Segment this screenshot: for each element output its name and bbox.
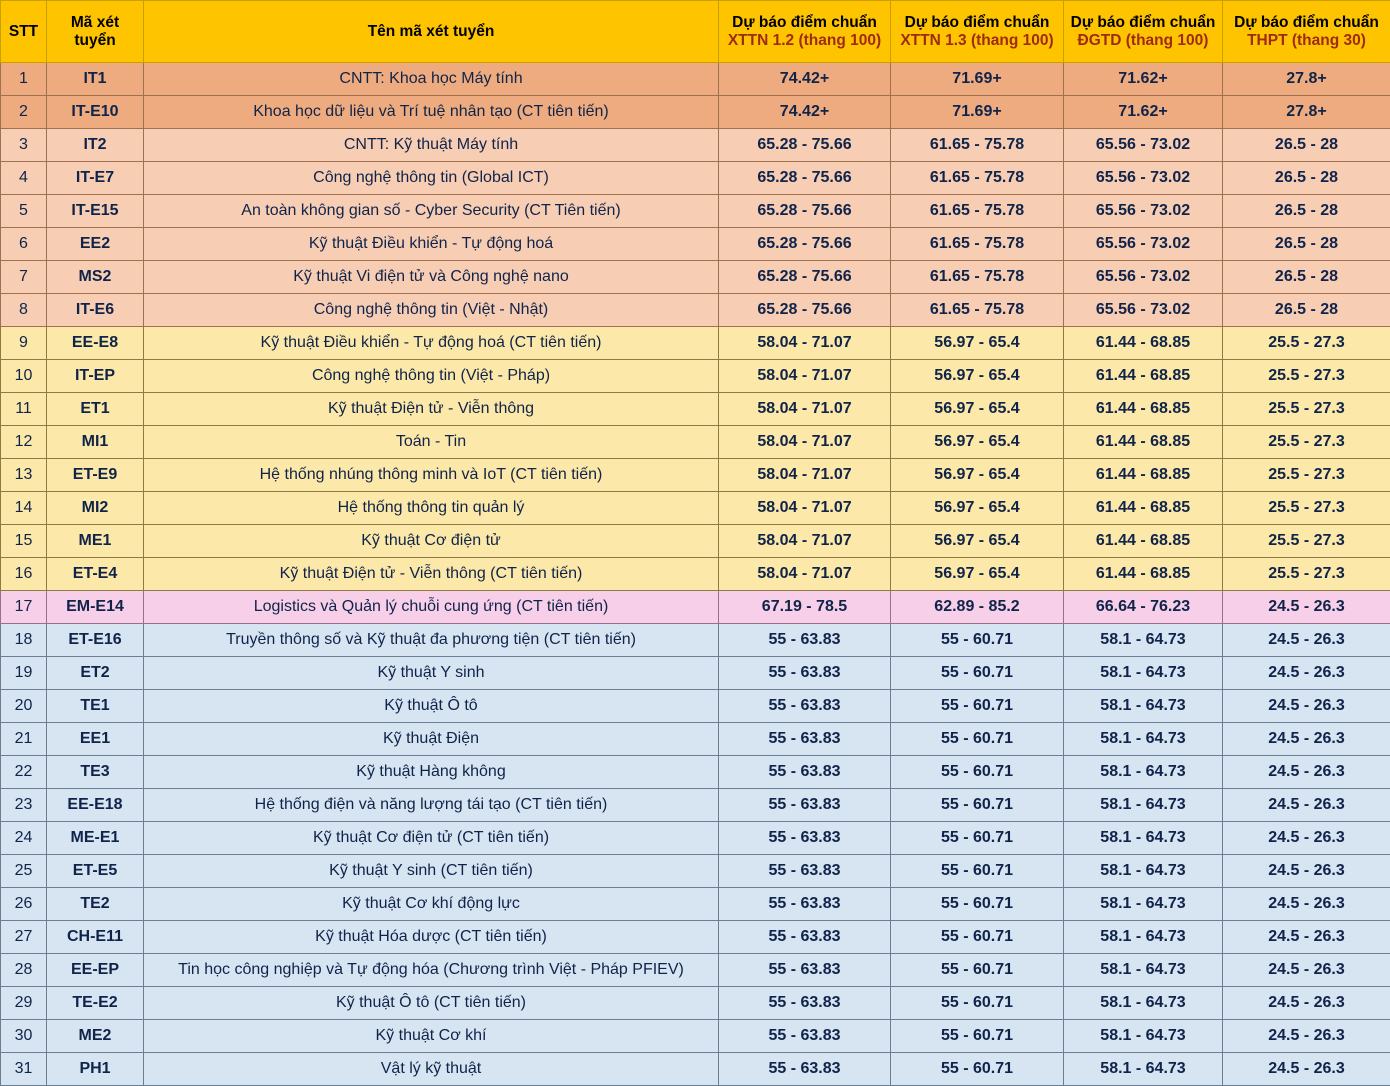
cell-score-xttn12: 58.04 - 71.07 bbox=[719, 426, 891, 459]
table-row bbox=[1, 261, 1390, 294]
table-row bbox=[1, 294, 1390, 327]
cell-score-thpt: 24.5 - 26.3 bbox=[1223, 756, 1390, 789]
cell-score-thpt: 25.5 - 27.3 bbox=[1223, 393, 1390, 426]
cell-score-thpt: 26.5 - 28 bbox=[1223, 129, 1390, 162]
cell-admission-code: PH1 bbox=[47, 1053, 144, 1086]
cell-score-dgtd: 61.44 - 68.85 bbox=[1064, 492, 1223, 525]
cell-program-name: Hệ thống nhúng thông minh và IoT (CT tiên tiến) bbox=[144, 459, 719, 492]
cell-score-xttn12: 58.04 - 71.07 bbox=[719, 459, 891, 492]
cell-stt: 17 bbox=[1, 591, 47, 624]
cell-admission-code: EE-E18 bbox=[47, 789, 144, 822]
cell-score-xttn12: 58.04 - 71.07 bbox=[719, 492, 891, 525]
cell-score-xttn12: 58.04 - 71.07 bbox=[719, 360, 891, 393]
cell-stt: 24 bbox=[1, 822, 47, 855]
column-header-thpt-sublabel: THPT (thang 30) bbox=[1247, 31, 1366, 49]
cell-score-dgtd: 58.1 - 64.73 bbox=[1064, 921, 1223, 954]
cell-score-thpt: 24.5 - 26.3 bbox=[1223, 855, 1390, 888]
cell-score-thpt: 24.5 - 26.3 bbox=[1223, 1020, 1390, 1053]
cell-score-dgtd: 58.1 - 64.73 bbox=[1064, 723, 1223, 756]
cell-score-thpt: 24.5 - 26.3 bbox=[1223, 591, 1390, 624]
cell-score-thpt: 25.5 - 27.3 bbox=[1223, 327, 1390, 360]
cell-score-thpt: 26.5 - 28 bbox=[1223, 261, 1390, 294]
cell-score-dgtd: 61.44 - 68.85 bbox=[1064, 525, 1223, 558]
cell-score-xttn13: 55 - 60.71 bbox=[891, 954, 1064, 987]
cell-score-dgtd: 58.1 - 64.73 bbox=[1064, 822, 1223, 855]
cell-stt: 23 bbox=[1, 789, 47, 822]
cell-score-dgtd: 58.1 - 64.73 bbox=[1064, 690, 1223, 723]
cell-score-xttn13: 61.65 - 75.78 bbox=[891, 129, 1064, 162]
cell-score-thpt: 26.5 - 28 bbox=[1223, 294, 1390, 327]
cell-program-name: Kỹ thuật Hàng không bbox=[144, 756, 719, 789]
cell-score-xttn12: 65.28 - 75.66 bbox=[719, 261, 891, 294]
cell-score-xttn13: 55 - 60.71 bbox=[891, 921, 1064, 954]
cell-score-xttn12: 67.19 - 78.5 bbox=[719, 591, 891, 624]
cell-score-xttn12: 55 - 63.83 bbox=[719, 756, 891, 789]
table-body bbox=[1, 63, 1390, 1086]
table-row bbox=[1, 96, 1390, 129]
cell-score-xttn12: 65.28 - 75.66 bbox=[719, 195, 891, 228]
cell-score-xttn12: 55 - 63.83 bbox=[719, 1020, 891, 1053]
column-header-xttn13-label: Dự báo điểm chuẩn bbox=[904, 13, 1050, 31]
cell-program-name: Hệ thống thông tin quản lý bbox=[144, 492, 719, 525]
cell-score-xttn13: 55 - 60.71 bbox=[891, 1053, 1064, 1086]
cell-program-name: Kỹ thuật Vi điện tử và Công nghệ nano bbox=[144, 261, 719, 294]
cell-stt: 29 bbox=[1, 987, 47, 1020]
cell-score-xttn13: 71.69+ bbox=[891, 96, 1064, 129]
cell-admission-code: CH-E11 bbox=[47, 921, 144, 954]
cell-admission-code: IT-E7 bbox=[47, 162, 144, 195]
cell-program-name: Vật lý kỹ thuật bbox=[144, 1053, 719, 1086]
cell-admission-code: IT-E10 bbox=[47, 96, 144, 129]
cell-admission-code: ET-E4 bbox=[47, 558, 144, 591]
cell-score-thpt: 24.5 - 26.3 bbox=[1223, 954, 1390, 987]
cell-score-xttn13: 61.65 - 75.78 bbox=[891, 261, 1064, 294]
column-header-name-label: Tên mã xét tuyển bbox=[367, 22, 495, 40]
cell-score-dgtd: 65.56 - 73.02 bbox=[1064, 228, 1223, 261]
cell-score-dgtd: 58.1 - 64.73 bbox=[1064, 789, 1223, 822]
cell-admission-code: ME2 bbox=[47, 1020, 144, 1053]
cell-stt: 11 bbox=[1, 393, 47, 426]
table-row bbox=[1, 459, 1390, 492]
cell-score-xttn12: 55 - 63.83 bbox=[719, 1053, 891, 1086]
table-row bbox=[1, 1053, 1390, 1086]
cell-score-dgtd: 58.1 - 64.73 bbox=[1064, 624, 1223, 657]
table-row bbox=[1, 426, 1390, 459]
cell-score-thpt: 24.5 - 26.3 bbox=[1223, 723, 1390, 756]
column-header-dgtd bbox=[1064, 1, 1223, 63]
cell-score-xttn12: 58.04 - 71.07 bbox=[719, 327, 891, 360]
cell-program-name: Kỹ thuật Điện bbox=[144, 723, 719, 756]
cell-score-xttn13: 62.89 - 85.2 bbox=[891, 591, 1064, 624]
cell-score-xttn13: 55 - 60.71 bbox=[891, 1020, 1064, 1053]
cell-program-name: Kỹ thuật Cơ điện tử bbox=[144, 525, 719, 558]
cell-program-name: Công nghệ thông tin (Global ICT) bbox=[144, 162, 719, 195]
cell-stt: 14 bbox=[1, 492, 47, 525]
cell-admission-code: MI2 bbox=[47, 492, 144, 525]
cell-score-dgtd: 58.1 - 64.73 bbox=[1064, 954, 1223, 987]
cell-admission-code: TE1 bbox=[47, 690, 144, 723]
cell-score-dgtd: 65.56 - 73.02 bbox=[1064, 195, 1223, 228]
cell-program-name: Kỹ thuật Điện tử - Viễn thông bbox=[144, 393, 719, 426]
cell-admission-code: EM-E14 bbox=[47, 591, 144, 624]
cell-admission-code: ME1 bbox=[47, 525, 144, 558]
cell-score-thpt: 26.5 - 28 bbox=[1223, 195, 1390, 228]
cell-score-xttn12: 74.42+ bbox=[719, 96, 891, 129]
cell-stt: 27 bbox=[1, 921, 47, 954]
cell-score-thpt: 27.8+ bbox=[1223, 96, 1390, 129]
cell-score-dgtd: 58.1 - 64.73 bbox=[1064, 987, 1223, 1020]
cell-program-name: Kỹ thuật Điều khiển - Tự động hoá bbox=[144, 228, 719, 261]
table-row bbox=[1, 360, 1390, 393]
cell-score-xttn13: 55 - 60.71 bbox=[891, 723, 1064, 756]
cell-score-xttn13: 55 - 60.71 bbox=[891, 822, 1064, 855]
cell-score-thpt: 24.5 - 26.3 bbox=[1223, 789, 1390, 822]
column-header-xttn13 bbox=[891, 1, 1064, 63]
cell-score-xttn13: 56.97 - 65.4 bbox=[891, 327, 1064, 360]
cell-stt: 31 bbox=[1, 1053, 47, 1086]
table-row bbox=[1, 723, 1390, 756]
cell-program-name: Công nghệ thông tin (Việt - Nhật) bbox=[144, 294, 719, 327]
cell-stt: 15 bbox=[1, 525, 47, 558]
cell-score-dgtd: 61.44 - 68.85 bbox=[1064, 426, 1223, 459]
table-row bbox=[1, 1020, 1390, 1053]
cell-score-xttn12: 58.04 - 71.07 bbox=[719, 558, 891, 591]
cell-score-xttn12: 58.04 - 71.07 bbox=[719, 393, 891, 426]
cell-admission-code: ET2 bbox=[47, 657, 144, 690]
cell-program-name: An toàn không gian số - Cyber Security (CT Tiên tiến) bbox=[144, 195, 719, 228]
cell-score-thpt: 24.5 - 26.3 bbox=[1223, 690, 1390, 723]
cell-admission-code: ME-E1 bbox=[47, 822, 144, 855]
cell-score-dgtd: 58.1 - 64.73 bbox=[1064, 756, 1223, 789]
table-row bbox=[1, 393, 1390, 426]
cell-admission-code: EE-E8 bbox=[47, 327, 144, 360]
cell-score-thpt: 25.5 - 27.3 bbox=[1223, 459, 1390, 492]
column-header-xttn13-sublabel: XTTN 1.3 (thang 100) bbox=[900, 31, 1054, 49]
cell-admission-code: IT-E15 bbox=[47, 195, 144, 228]
cell-score-xttn13: 56.97 - 65.4 bbox=[891, 525, 1064, 558]
cell-score-xttn12: 65.28 - 75.66 bbox=[719, 162, 891, 195]
table-row bbox=[1, 525, 1390, 558]
cell-stt: 9 bbox=[1, 327, 47, 360]
table-row bbox=[1, 162, 1390, 195]
table-row bbox=[1, 789, 1390, 822]
cell-program-name: Kỹ thuật Điều khiển - Tự động hoá (CT tiên tiến) bbox=[144, 327, 719, 360]
table-row bbox=[1, 558, 1390, 591]
cell-score-thpt: 24.5 - 26.3 bbox=[1223, 888, 1390, 921]
column-header-name bbox=[144, 1, 719, 63]
cell-score-dgtd: 61.44 - 68.85 bbox=[1064, 558, 1223, 591]
cell-score-xttn12: 55 - 63.83 bbox=[719, 624, 891, 657]
cell-score-xttn13: 55 - 60.71 bbox=[891, 624, 1064, 657]
table-row bbox=[1, 327, 1390, 360]
cell-stt: 19 bbox=[1, 657, 47, 690]
column-header-thpt-label: Dự báo điểm chuẩn bbox=[1234, 13, 1379, 31]
cell-stt: 12 bbox=[1, 426, 47, 459]
cell-score-xttn13: 61.65 - 75.78 bbox=[891, 294, 1064, 327]
table-row bbox=[1, 954, 1390, 987]
cell-program-name: Công nghệ thông tin (Việt - Pháp) bbox=[144, 360, 719, 393]
column-header-xttn12 bbox=[719, 1, 891, 63]
cell-stt: 26 bbox=[1, 888, 47, 921]
cell-score-xttn13: 55 - 60.71 bbox=[891, 855, 1064, 888]
cell-score-xttn13: 61.65 - 75.78 bbox=[891, 162, 1064, 195]
cell-score-xttn13: 56.97 - 65.4 bbox=[891, 459, 1064, 492]
cell-score-dgtd: 61.44 - 68.85 bbox=[1064, 393, 1223, 426]
cell-stt: 4 bbox=[1, 162, 47, 195]
cell-program-name: Kỹ thuật Cơ điện tử (CT tiên tiến) bbox=[144, 822, 719, 855]
cell-score-thpt: 25.5 - 27.3 bbox=[1223, 525, 1390, 558]
table-row bbox=[1, 822, 1390, 855]
cell-score-xttn12: 55 - 63.83 bbox=[719, 723, 891, 756]
cell-stt: 10 bbox=[1, 360, 47, 393]
cell-stt: 13 bbox=[1, 459, 47, 492]
cell-program-name: Khoa học dữ liệu và Trí tuệ nhân tạo (CT tiên tiến) bbox=[144, 96, 719, 129]
cell-stt: 7 bbox=[1, 261, 47, 294]
cell-score-dgtd: 58.1 - 64.73 bbox=[1064, 1053, 1223, 1086]
cell-admission-code: EE-EP bbox=[47, 954, 144, 987]
column-header-code-label: Mã xét tuyển bbox=[70, 13, 120, 49]
cell-admission-code: ET-E16 bbox=[47, 624, 144, 657]
cell-score-dgtd: 58.1 - 64.73 bbox=[1064, 855, 1223, 888]
cell-stt: 30 bbox=[1, 1020, 47, 1053]
cell-program-name: CNTT: Khoa học Máy tính bbox=[144, 63, 719, 96]
cell-admission-code: MS2 bbox=[47, 261, 144, 294]
cell-score-xttn13: 55 - 60.71 bbox=[891, 657, 1064, 690]
cell-score-xttn13: 56.97 - 65.4 bbox=[891, 492, 1064, 525]
cell-admission-code: ET1 bbox=[47, 393, 144, 426]
cell-score-thpt: 24.5 - 26.3 bbox=[1223, 822, 1390, 855]
column-header-thpt bbox=[1223, 1, 1390, 63]
cell-stt: 3 bbox=[1, 129, 47, 162]
table-row bbox=[1, 228, 1390, 261]
cell-score-xttn13: 56.97 - 65.4 bbox=[891, 393, 1064, 426]
cell-score-xttn13: 55 - 60.71 bbox=[891, 756, 1064, 789]
table-row bbox=[1, 195, 1390, 228]
cell-score-thpt: 24.5 - 26.3 bbox=[1223, 921, 1390, 954]
table-row bbox=[1, 591, 1390, 624]
cell-stt: 6 bbox=[1, 228, 47, 261]
cell-admission-code: EE2 bbox=[47, 228, 144, 261]
cell-score-xttn12: 55 - 63.83 bbox=[719, 822, 891, 855]
column-header-stt bbox=[1, 1, 47, 63]
cell-admission-code: ET-E5 bbox=[47, 855, 144, 888]
cell-stt: 5 bbox=[1, 195, 47, 228]
cell-score-xttn13: 71.69+ bbox=[891, 63, 1064, 96]
cell-score-xttn12: 74.42+ bbox=[719, 63, 891, 96]
cell-score-thpt: 25.5 - 27.3 bbox=[1223, 360, 1390, 393]
cell-score-xttn12: 55 - 63.83 bbox=[719, 690, 891, 723]
cell-score-dgtd: 58.1 - 64.73 bbox=[1064, 1020, 1223, 1053]
cell-admission-code: ET-E9 bbox=[47, 459, 144, 492]
table-row bbox=[1, 624, 1390, 657]
cell-stt: 1 bbox=[1, 63, 47, 96]
cell-score-dgtd: 71.62+ bbox=[1064, 63, 1223, 96]
cell-stt: 18 bbox=[1, 624, 47, 657]
cell-stt: 22 bbox=[1, 756, 47, 789]
cell-score-dgtd: 58.1 - 64.73 bbox=[1064, 657, 1223, 690]
cell-program-name: Kỹ thuật Y sinh (CT tiên tiến) bbox=[144, 855, 719, 888]
cell-program-name: Truyền thông số và Kỹ thuật đa phương tiện (CT tiên tiến) bbox=[144, 624, 719, 657]
cell-admission-code: IT1 bbox=[47, 63, 144, 96]
cell-score-thpt: 25.5 - 27.3 bbox=[1223, 426, 1390, 459]
cell-score-xttn12: 55 - 63.83 bbox=[719, 855, 891, 888]
cell-stt: 28 bbox=[1, 954, 47, 987]
table-row bbox=[1, 855, 1390, 888]
cell-score-thpt: 24.5 - 26.3 bbox=[1223, 657, 1390, 690]
cell-admission-code: TE2 bbox=[47, 888, 144, 921]
table-row bbox=[1, 492, 1390, 525]
table-row bbox=[1, 690, 1390, 723]
cell-program-name: Kỹ thuật Y sinh bbox=[144, 657, 719, 690]
cell-program-name: Kỹ thuật Điện tử - Viễn thông (CT tiên tiến) bbox=[144, 558, 719, 591]
table-row bbox=[1, 129, 1390, 162]
table-header bbox=[1, 1, 1390, 63]
cell-admission-code: IT-E6 bbox=[47, 294, 144, 327]
cell-score-xttn12: 55 - 63.83 bbox=[719, 888, 891, 921]
cell-program-name: Logistics và Quản lý chuỗi cung ứng (CT tiên tiến) bbox=[144, 591, 719, 624]
cell-stt: 25 bbox=[1, 855, 47, 888]
cell-admission-code: EE1 bbox=[47, 723, 144, 756]
cell-admission-code: IT2 bbox=[47, 129, 144, 162]
column-header-dgtd-sublabel: ĐGTD (thang 100) bbox=[1077, 31, 1209, 49]
cell-score-thpt: 25.5 - 27.3 bbox=[1223, 558, 1390, 591]
cell-program-name: Kỹ thuật Hóa dược (CT tiên tiến) bbox=[144, 921, 719, 954]
cell-score-dgtd: 65.56 - 73.02 bbox=[1064, 261, 1223, 294]
cell-score-thpt: 24.5 - 26.3 bbox=[1223, 987, 1390, 1020]
cell-program-name: Kỹ thuật Cơ khí động lực bbox=[144, 888, 719, 921]
cell-score-dgtd: 61.44 - 68.85 bbox=[1064, 459, 1223, 492]
cell-score-xttn13: 56.97 - 65.4 bbox=[891, 426, 1064, 459]
cell-admission-code: TE-E2 bbox=[47, 987, 144, 1020]
cell-program-name: Kỹ thuật Ô tô bbox=[144, 690, 719, 723]
table-row bbox=[1, 657, 1390, 690]
cell-score-xttn12: 55 - 63.83 bbox=[719, 987, 891, 1020]
cell-score-xttn13: 55 - 60.71 bbox=[891, 888, 1064, 921]
cell-score-dgtd: 58.1 - 64.73 bbox=[1064, 888, 1223, 921]
cell-score-thpt: 26.5 - 28 bbox=[1223, 162, 1390, 195]
cell-score-xttn13: 55 - 60.71 bbox=[891, 789, 1064, 822]
cell-program-name: Hệ thống điện và năng lượng tái tạo (CT tiên tiến) bbox=[144, 789, 719, 822]
cell-score-xttn13: 61.65 - 75.78 bbox=[891, 195, 1064, 228]
cell-score-xttn13: 56.97 - 65.4 bbox=[891, 558, 1064, 591]
cell-stt: 16 bbox=[1, 558, 47, 591]
column-header-dgtd-label: Dự báo điểm chuẩn bbox=[1070, 13, 1216, 31]
cell-score-xttn12: 55 - 63.83 bbox=[719, 921, 891, 954]
cell-program-name: Toán - Tin bbox=[144, 426, 719, 459]
cell-score-xttn13: 61.65 - 75.78 bbox=[891, 228, 1064, 261]
cell-score-dgtd: 65.56 - 73.02 bbox=[1064, 162, 1223, 195]
cell-stt: 2 bbox=[1, 96, 47, 129]
cell-score-xttn12: 65.28 - 75.66 bbox=[719, 129, 891, 162]
cell-score-xttn12: 55 - 63.83 bbox=[719, 954, 891, 987]
cell-score-xttn13: 55 - 60.71 bbox=[891, 690, 1064, 723]
column-header-stt-label: STT bbox=[8, 22, 39, 40]
cell-program-name: Kỹ thuật Cơ khí bbox=[144, 1020, 719, 1053]
table-row bbox=[1, 921, 1390, 954]
cell-score-xttn12: 58.04 - 71.07 bbox=[719, 525, 891, 558]
cell-score-thpt: 26.5 - 28 bbox=[1223, 228, 1390, 261]
cell-score-xttn13: 56.97 - 65.4 bbox=[891, 360, 1064, 393]
cell-score-thpt: 25.5 - 27.3 bbox=[1223, 492, 1390, 525]
cell-score-dgtd: 61.44 - 68.85 bbox=[1064, 327, 1223, 360]
cell-admission-code: TE3 bbox=[47, 756, 144, 789]
cell-score-thpt: 24.5 - 26.3 bbox=[1223, 624, 1390, 657]
cell-score-dgtd: 65.56 - 73.02 bbox=[1064, 129, 1223, 162]
cell-score-xttn12: 65.28 - 75.66 bbox=[719, 228, 891, 261]
cell-score-thpt: 27.8+ bbox=[1223, 63, 1390, 96]
cell-score-xttn12: 55 - 63.83 bbox=[719, 789, 891, 822]
cell-program-name: Tin học công nghiệp và Tự động hóa (Chương trình Việt - Pháp PFIEV) bbox=[144, 954, 719, 987]
header-row bbox=[1, 1, 1390, 63]
column-header-code bbox=[47, 1, 144, 63]
cell-score-dgtd: 65.56 - 73.02 bbox=[1064, 294, 1223, 327]
cell-program-name: Kỹ thuật Ô tô (CT tiên tiến) bbox=[144, 987, 719, 1020]
cell-stt: 21 bbox=[1, 723, 47, 756]
cell-admission-code: IT-EP bbox=[47, 360, 144, 393]
column-header-xttn12-sublabel: XTTN 1.2 (thang 100) bbox=[727, 31, 882, 49]
cell-score-xttn12: 65.28 - 75.66 bbox=[719, 294, 891, 327]
table-row bbox=[1, 756, 1390, 789]
cell-stt: 20 bbox=[1, 690, 47, 723]
cell-score-dgtd: 61.44 - 68.85 bbox=[1064, 360, 1223, 393]
table-row bbox=[1, 888, 1390, 921]
cell-score-xttn12: 55 - 63.83 bbox=[719, 657, 891, 690]
cell-stt: 8 bbox=[1, 294, 47, 327]
column-header-xttn12-label: Dự báo điểm chuẩn bbox=[732, 13, 877, 31]
cell-admission-code: MI1 bbox=[47, 426, 144, 459]
cell-program-name: CNTT: Kỹ thuật Máy tính bbox=[144, 129, 719, 162]
cell-score-xttn13: 55 - 60.71 bbox=[891, 987, 1064, 1020]
cell-score-thpt: 24.5 - 26.3 bbox=[1223, 1053, 1390, 1086]
table-row bbox=[1, 987, 1390, 1020]
cell-score-dgtd: 71.62+ bbox=[1064, 96, 1223, 129]
cell-score-dgtd: 66.64 - 76.23 bbox=[1064, 591, 1223, 624]
table-row bbox=[1, 63, 1390, 96]
